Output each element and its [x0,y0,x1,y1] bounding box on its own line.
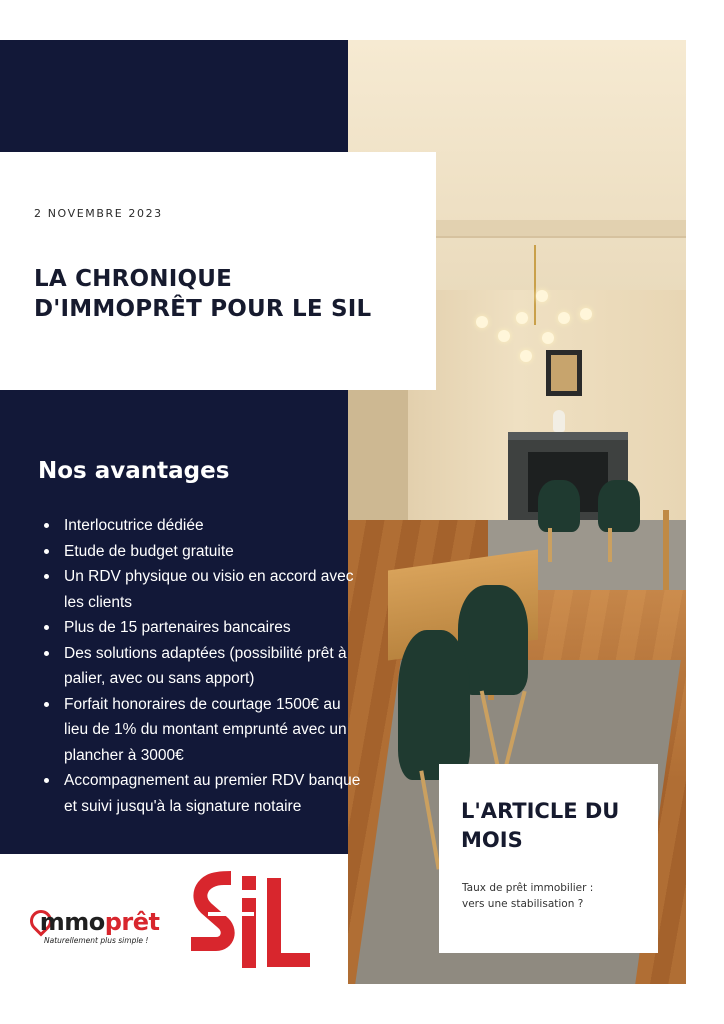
immopret-wordmark: mmoprêt [39,908,160,936]
page-title-line: LA CHRONIQUE [34,266,233,292]
advantage-item: Forfait honoraires de courtage 1500€ au lieu de 1% du montant emprunté avec un plancher à 3000€ [42,692,367,769]
advantage-item: Plus de 15 partenaires bancaires [42,615,367,641]
article-title[interactable] [461,797,619,855]
article-title-line: MOIS [461,828,523,852]
advantage-item: Etude de budget gratuite [42,539,367,565]
advantages-list [42,513,367,819]
advantage-item: Accompagnement au premier RDV banque et suivi jusqu'à la signature notaire [42,768,367,819]
advantage-item: Des solutions adaptées (possibilité prêt à palier, avec ou sans apport) [42,641,367,692]
article-teaser-line: Taux de prêt immobilier : [462,882,594,894]
article-title-line: L'ARTICLE DU [461,799,620,823]
advantages-heading: Nos avantages [38,458,230,484]
sil-logo-icon [188,870,314,978]
article-card[interactable] [439,764,658,953]
advantage-item: Interlocutrice dédiée [42,513,367,539]
page-title-line: D'IMMOPRÊT POUR LE SIL [34,296,372,322]
article-teaser-line: vers une stabilisation ? [462,898,584,910]
advantage-item: Un RDV physique ou visio en accord avec les clients [42,564,367,615]
article-teaser[interactable] [462,880,642,912]
immopret-tagline: Naturellement plus simple ! [44,936,149,945]
page-title [34,264,371,324]
publication-date: 2 NOVEMBRE 2023 [34,207,163,220]
immopret-logo [14,890,176,956]
